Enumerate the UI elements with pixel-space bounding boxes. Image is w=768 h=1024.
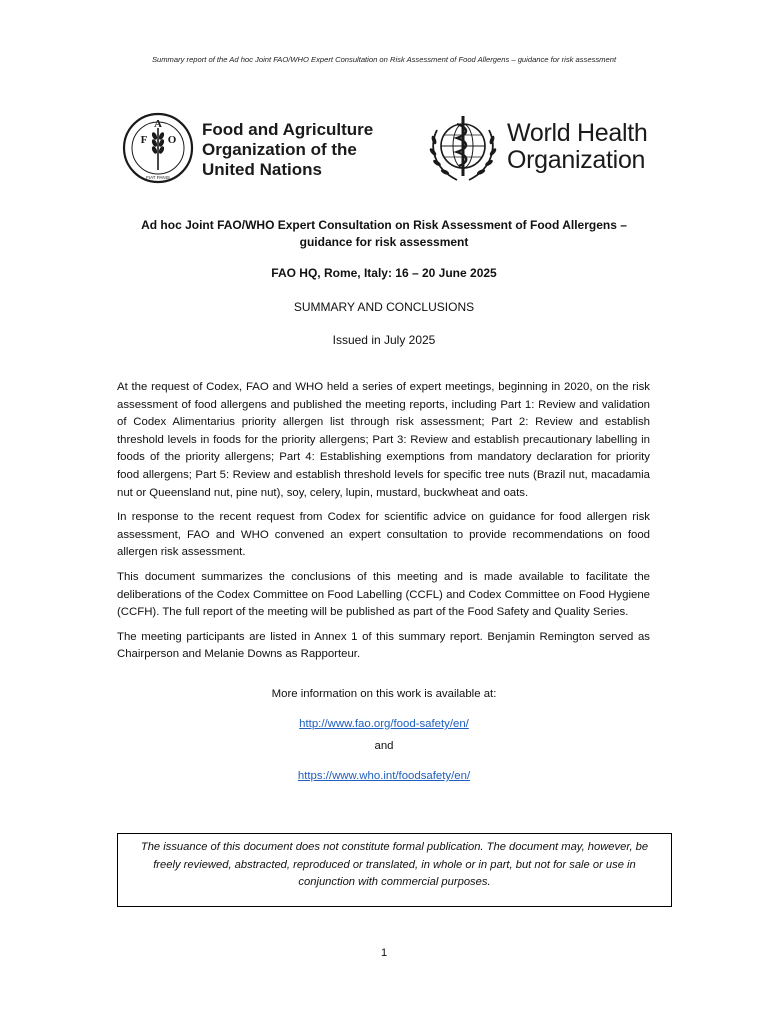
fao-name-line: Organization of the bbox=[202, 140, 357, 159]
fao-logo bbox=[122, 112, 374, 184]
who-name-line: World Health bbox=[507, 119, 648, 147]
title-line-2: guidance for risk assessment bbox=[299, 235, 469, 249]
who-link[interactable]: https://www.who.int/foodsafety/en/ bbox=[297, 770, 471, 782]
logo-row bbox=[118, 108, 658, 188]
more-info-text: More information on this work is available at: bbox=[271, 688, 497, 700]
fao-emblem-motto: FIAT PANIS bbox=[146, 175, 170, 180]
body-text bbox=[117, 379, 650, 671]
who-link-row bbox=[0, 766, 768, 784]
title-line-1: Ad hoc Joint FAO/WHO Expert Consultation on Risk Assessment of Food Allergens – bbox=[141, 218, 627, 232]
fao-link-row bbox=[0, 714, 768, 732]
document-title bbox=[140, 217, 628, 251]
fao-name bbox=[202, 120, 372, 180]
paragraph: In response to the recent request from Codex for scientific advice on guidance for food allergen risk assessment, FAO and WHO convened an expert consultation to provide recommendations on food allergen risk assessment. bbox=[117, 511, 650, 559]
summary-heading: SUMMARY AND CONCLUSIONS bbox=[293, 300, 475, 314]
who-emblem-icon bbox=[423, 110, 503, 186]
fao-emblem-letter-f: F bbox=[140, 134, 148, 146]
page-number: 1 bbox=[380, 947, 388, 959]
paragraph: At the request of Codex, FAO and WHO held a series of expert meetings, beginning in 2020, on the risk assessment of food allergens and published the meeting reports, including Part 1: Review and validation of Codex Alimentarius priority allergen list through risk assessment; Part 2: Review and establish threshold levels in foods for the priority allergens; Part 3: Review and establish precautionary labelling in foods of the priority allergens; Part 4: Establishing exemptions from mandatory declaration for priority food allergens; Part 5: Review and establish threshold levels for specific tree nuts (Brazil nut, macadamia nut or Queensland nut, pine nut), soy, celery, lupin, mustard, buckwheat and oats. bbox=[117, 381, 650, 499]
fao-emblem-letter-o: O bbox=[167, 134, 177, 146]
disclaimer-box: The issuance of this document does not constitute formal publication. The document may, however, be freely reviewed, abstracted, reproduced or translated, in whole or in part, but not for sale or use in conjunction with commercial purposes. bbox=[117, 833, 672, 907]
paragraph: The meeting participants are listed in Annex 1 of this summary report. Benjamin Remington served as Chairperson and Melanie Downs as Rapporteur. bbox=[117, 630, 650, 661]
and-text: and bbox=[374, 740, 394, 752]
fao-name-line: Food and Agriculture bbox=[202, 120, 374, 139]
fao-emblem-letter-a: A bbox=[154, 118, 162, 130]
paragraph: This document summarizes the conclusions of this meeting and is made available to facilitate the deliberations of the Codex Committee on Food Labelling (CCFL) and Codex Committee on Food Hygiene (CCFH). The full report of the meeting will be published as part of the Food Safety and Quality Series. bbox=[117, 570, 650, 619]
who-logo bbox=[423, 110, 658, 186]
issued-date: Issued in July 2025 bbox=[332, 333, 436, 347]
meeting-venue: FAO HQ, Rome, Italy: 16 – 20 June 2025 bbox=[271, 266, 497, 280]
who-name bbox=[507, 120, 647, 174]
fao-emblem-icon bbox=[122, 112, 194, 184]
who-name-line: Organization bbox=[507, 146, 646, 174]
fao-link[interactable]: http://www.fao.org/food-safety/en/ bbox=[299, 718, 469, 730]
running-header: Summary report of the Ad hoc Joint FAO/WHO Expert Consultation on Risk Assessment of Food Allergens – guidance for risk assessment bbox=[151, 55, 617, 64]
fao-name-line: United Nations bbox=[202, 160, 322, 179]
